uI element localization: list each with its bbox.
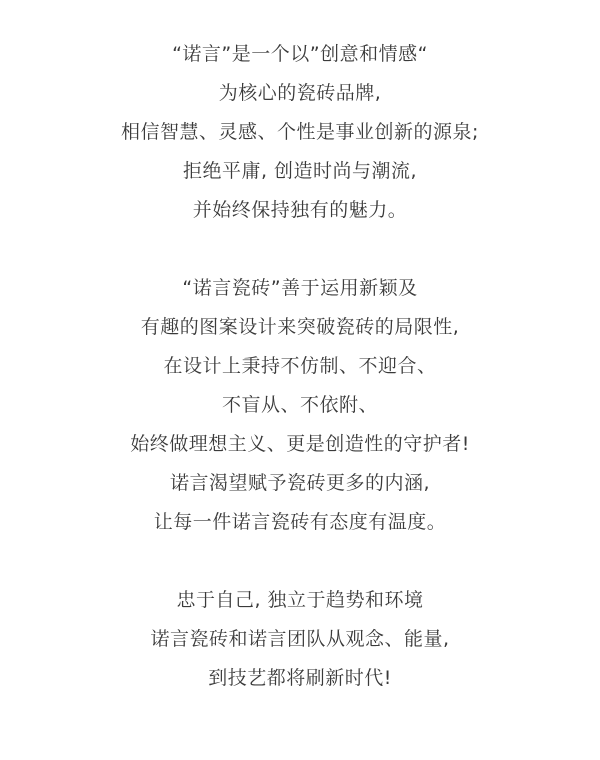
text-line: 拒绝平庸, 创造时尚与潮流, (182, 160, 418, 182)
text-line: 诺言渴望赋予瓷砖更多的内涵, (169, 472, 431, 494)
text-line: 诺言瓷砖和诺言团队从观念、能量, (150, 628, 450, 650)
paragraph-brand-intro (0, 35, 600, 230)
paragraph-closing (0, 581, 600, 698)
paragraph-design-philosophy (0, 269, 600, 542)
text-line: 为核心的瓷砖品牌, (218, 82, 382, 104)
text-line: 在设计上秉持不仿制、不迎合、 (163, 355, 437, 377)
text-line: 忠于自己, 独立于趋势和环境 (176, 589, 424, 611)
text-line: 并始终保持独有的魅力。 (192, 199, 408, 221)
text-line: 让每一件诺言瓷砖有态度有温度。 (153, 511, 447, 533)
text-line: 有趣的图案设计来突破瓷砖的局限性, (140, 316, 460, 338)
text-line: 始终做理想主义、更是创造性的守护者! (130, 433, 470, 455)
text-line: “诺言瓷砖”善于运用新颖及 (182, 277, 418, 299)
text-line: 相信智慧、灵感、个性是事业创新的源泉; (121, 121, 479, 143)
text-line: 不盲从、不依附、 (221, 394, 378, 416)
text-line: 到技艺都将刷新时代! (208, 667, 392, 689)
text-line: “诺言”是一个以”创意和情感“ (172, 43, 428, 65)
